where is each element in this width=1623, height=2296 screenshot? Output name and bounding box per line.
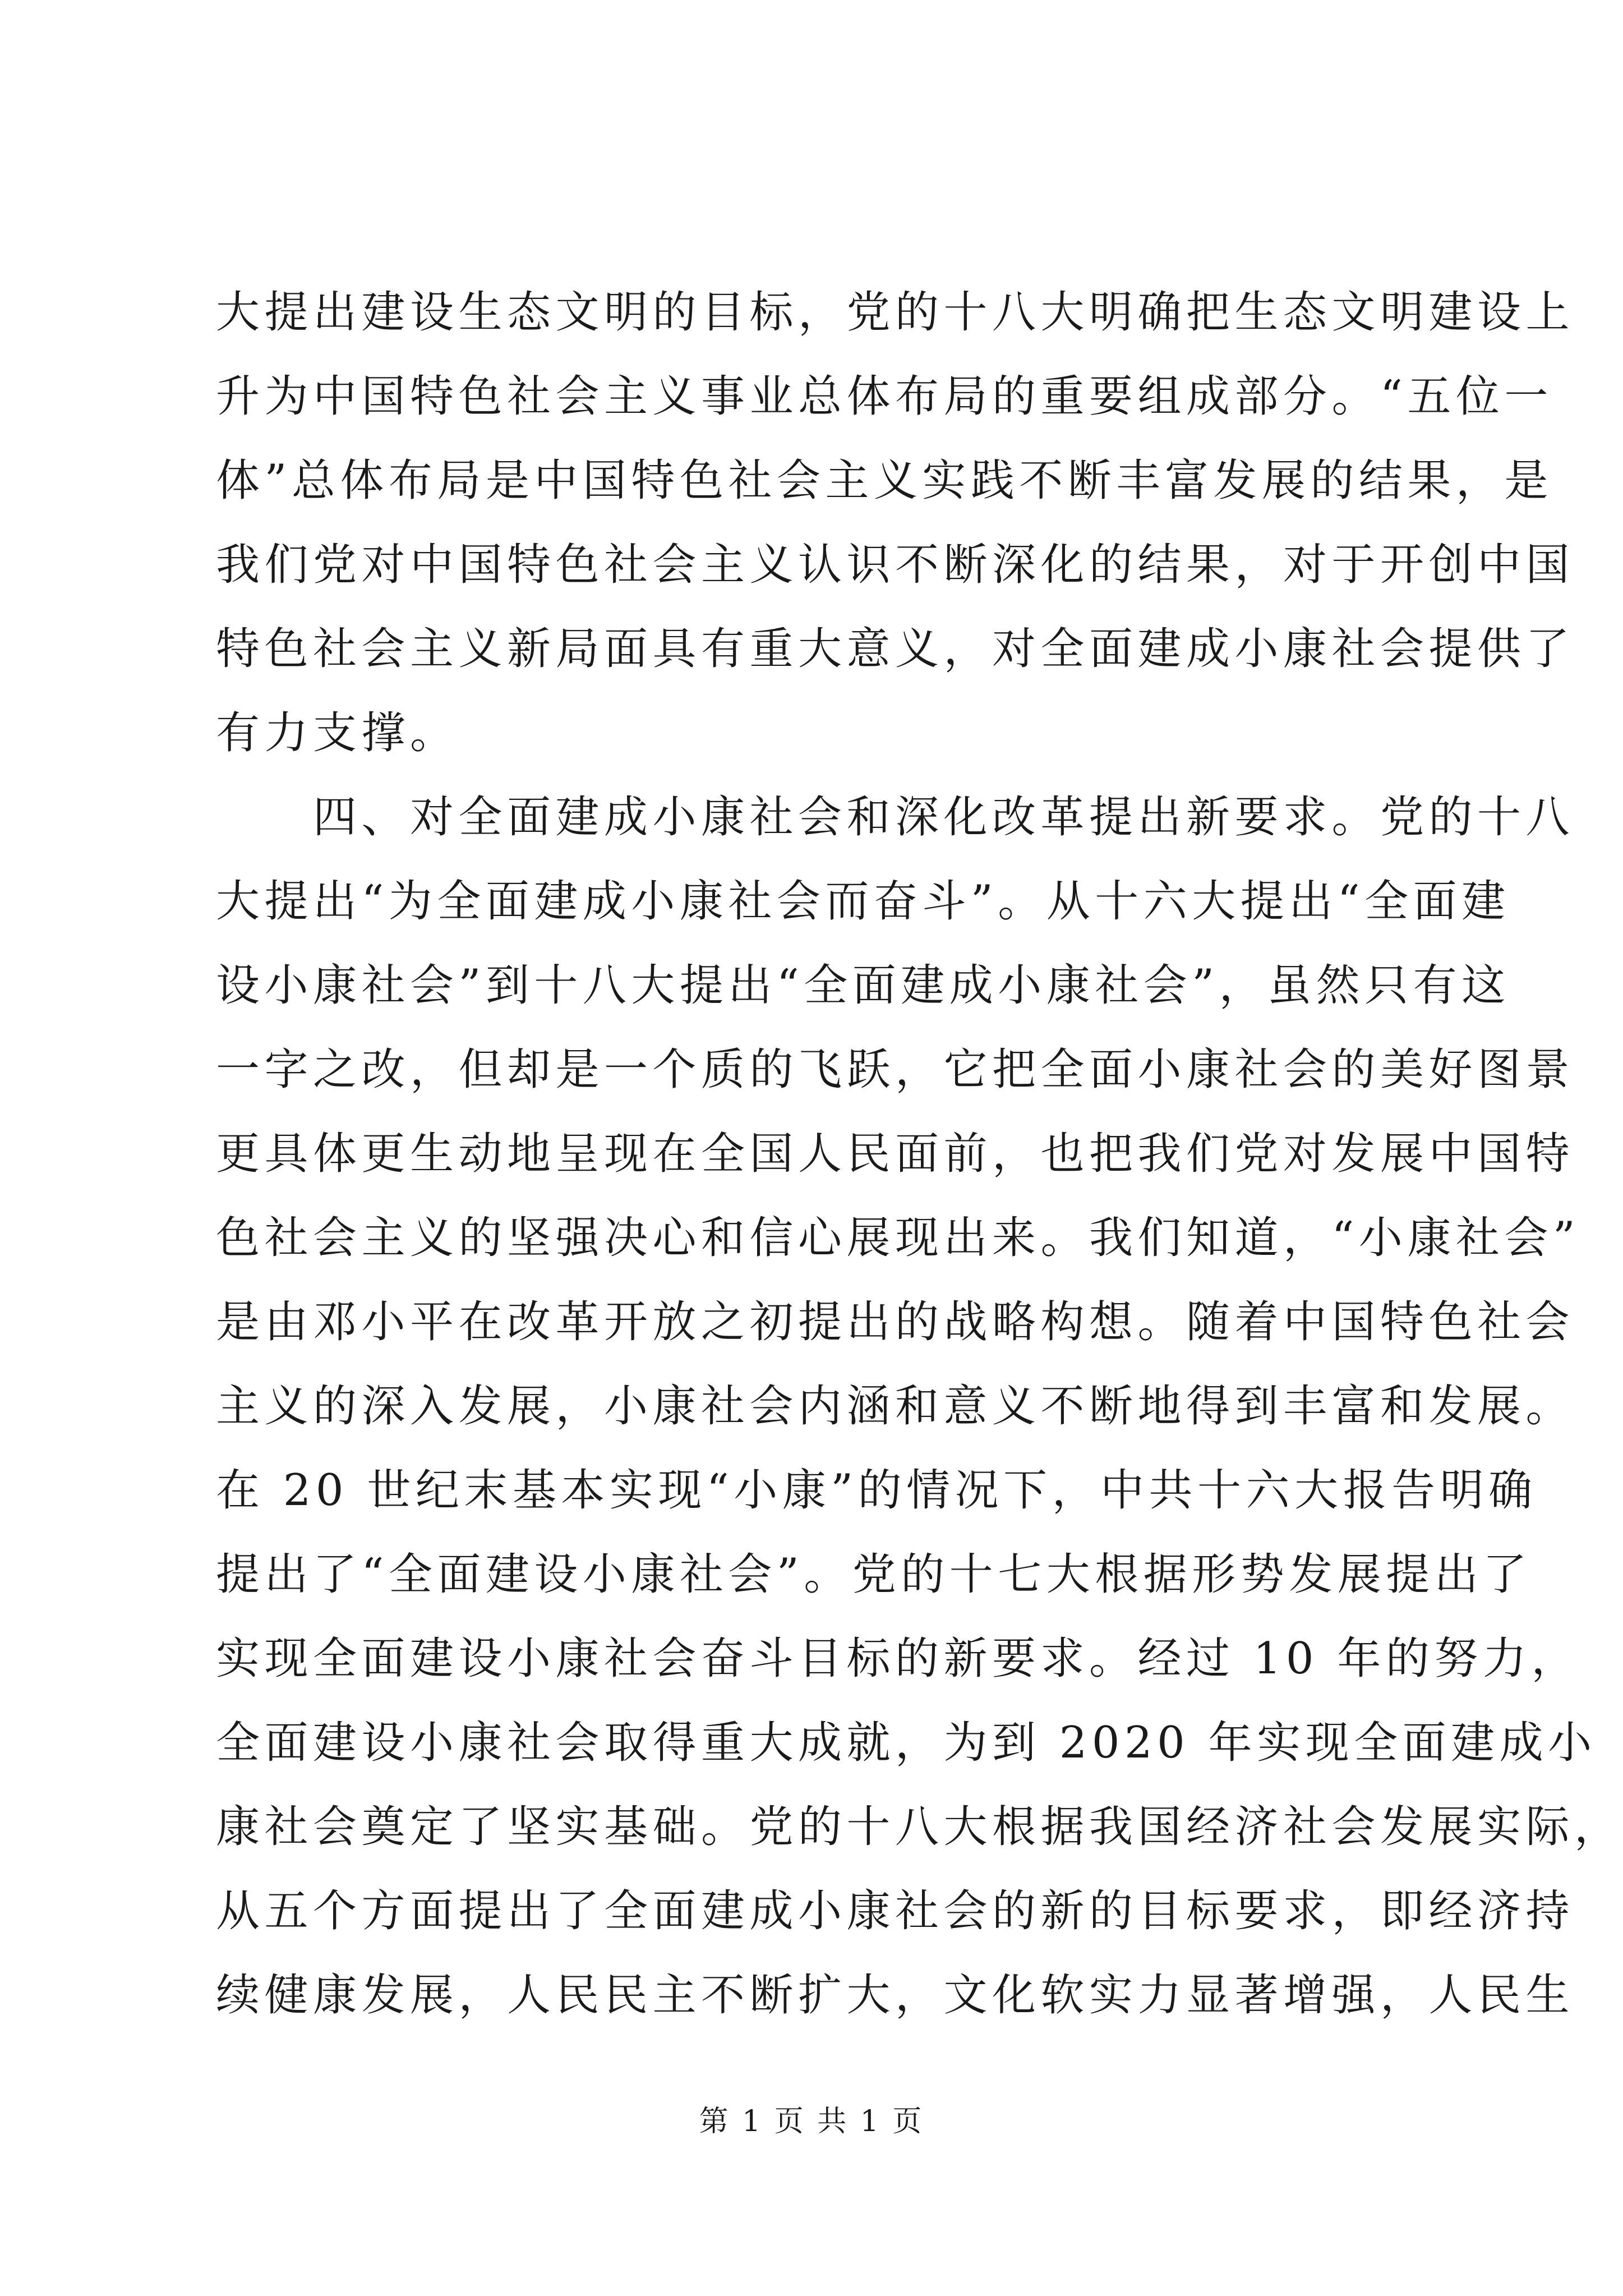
text-line: 升为中国特色社会主义事业总体布局的重要组成部分。“五位一 bbox=[216, 371, 1553, 422]
text-line: 康社会奠定了坚实基础。党的十八大根据我国经济社会发展实际， bbox=[216, 1802, 1623, 1852]
text-line: 设小康社会”到十八大提出“全面建成小康社会”，虽然只有这 bbox=[216, 960, 1510, 1011]
text-line: 主义的深入发展，小康社会内涵和意义不断地得到丰富和发展。 bbox=[216, 1381, 1575, 1432]
text-line: 实现全面建设小康社会奋斗目标的新要求。经过 10 年的努力， bbox=[216, 1634, 1580, 1684]
text-line: 大提出建设生态文明的目标，党的十八大明确把生态文明建设上 bbox=[216, 287, 1575, 338]
text-line: 有力支撑。 bbox=[216, 708, 459, 758]
page-number-label: 第 1 页 共 1 页 bbox=[699, 2105, 924, 2138]
page-footer bbox=[0, 2099, 1623, 2144]
text-line: 我们党对中国特色社会主义认识不断深化的结果，对于开创中国 bbox=[216, 540, 1575, 590]
text-line: 特色社会主义新局面具有重大意义，对全面建成小康社会提供了 bbox=[216, 624, 1575, 674]
text-line: 全面建设小康社会取得重大成就，为到 2020 年实现全面建成小 bbox=[216, 1718, 1597, 1768]
text-line: 续健康发展，人民民主不断扩大，文化软实力显著增强，人民生 bbox=[216, 1970, 1575, 2021]
text-line: 提出了“全面建设小康社会”。党的十七大根据形势发展提出了 bbox=[216, 1549, 1532, 1600]
body-text bbox=[216, 270, 1623, 2037]
text-line: 色社会主义的坚强决心和信心展现出来。我们知道，“小康社会” bbox=[216, 1213, 1580, 1263]
text-line: 从五个方面提出了全面建成小康社会的新的目标要求，即经济持 bbox=[216, 1886, 1575, 1936]
text-line: 四、对全面建成小康社会和深化改革提出新要求。党的十八 bbox=[216, 792, 1575, 843]
text-line: 是由邓小平在改革开放之初提出的战略构想。随着中国特色社会 bbox=[216, 1297, 1575, 1347]
text-line: 体”总体布局是中国特色社会主义实践不断丰富发展的结果，是 bbox=[216, 455, 1553, 506]
text-line: 大提出“为全面建成小康社会而奋斗”。从十六大提出“全面建 bbox=[216, 876, 1510, 927]
text-line: 一字之改，但却是一个质的飞跃，它把全面小康社会的美好图景 bbox=[216, 1045, 1575, 1095]
text-line: 更具体更生动地呈现在全国人民面前，也把我们党对发展中国特 bbox=[216, 1129, 1575, 1179]
text-line: 在 20 世纪末基本实现“小康”的情况下，中共十六大报告明确 bbox=[216, 1465, 1537, 1516]
